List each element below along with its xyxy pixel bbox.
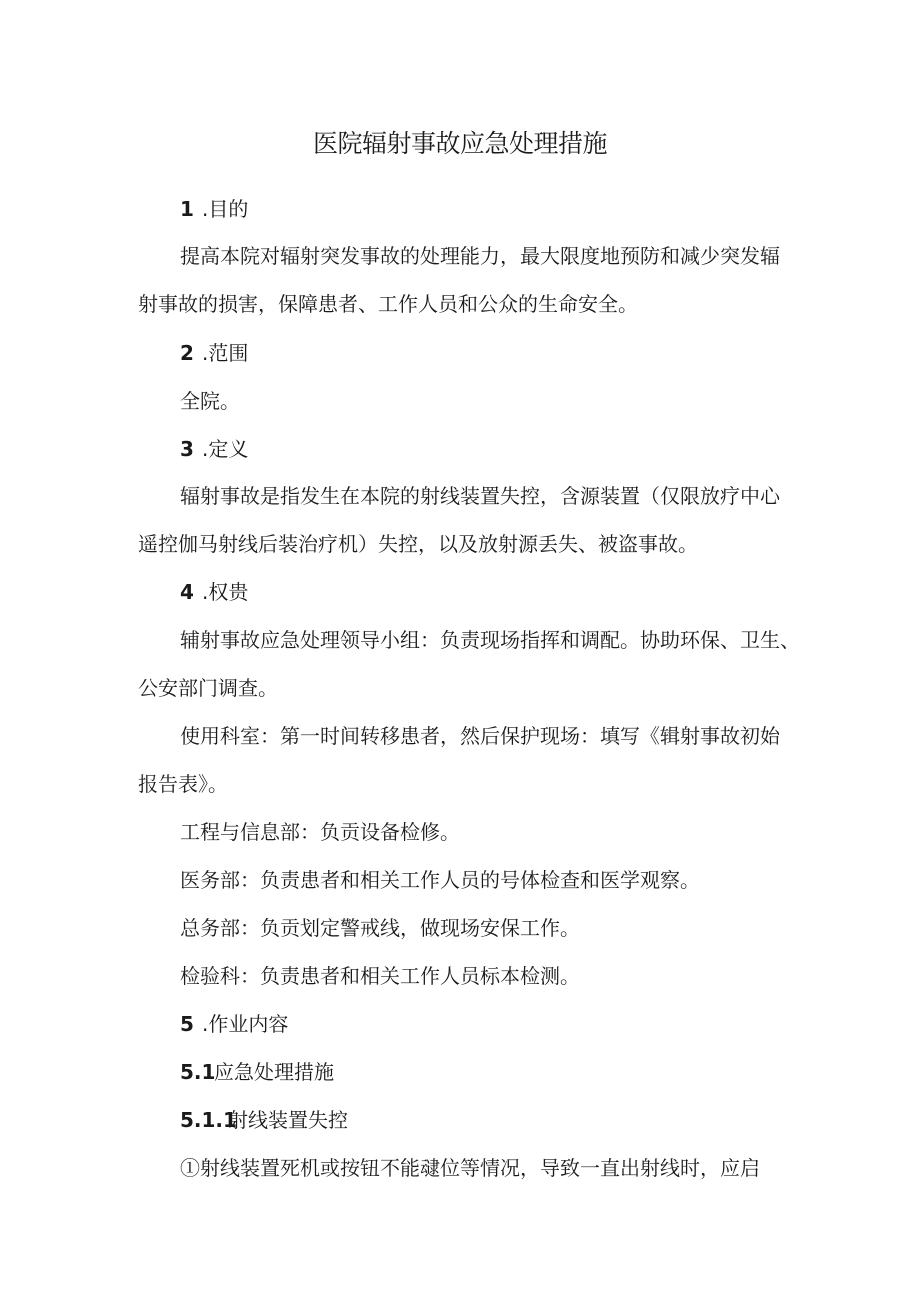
subsection-title: 应急处理措施 <box>214 1060 334 1084</box>
subsection-heading-5-1 <box>180 1057 334 1087</box>
paragraph-line: 射事故的损害，保障患者、工作人员和公众的生命安全。 <box>138 292 638 316</box>
section-title: .权贵 <box>202 580 249 604</box>
paragraph-line: 提高本院对辐射突发事故的处理能力，最大限度地预防和减少突发辐 <box>180 244 780 268</box>
section-number: 2 <box>180 341 194 365</box>
section-heading-1 <box>180 194 248 224</box>
section-title: .范围 <box>202 341 249 365</box>
section-heading-5 <box>180 1009 288 1039</box>
paragraph-line: 使用科室：第一时间转移患者，然后保护现场：填写《辑射事故初始 <box>180 724 780 748</box>
section-heading-4 <box>180 577 248 607</box>
section-title: .目的 <box>202 197 249 221</box>
subsection-number: 5.1.1 <box>180 1108 237 1132</box>
paragraph-line: 总务部：负贡划定警戒线，做现场安保工作。 <box>180 916 580 940</box>
section-number: 4 <box>180 580 194 604</box>
section-number: 5 <box>180 1012 194 1036</box>
subsection-title: 射线装置失控 <box>228 1108 348 1132</box>
paragraph-line: 公安部门调查。 <box>138 676 278 700</box>
paragraph-line: 全院。 <box>180 389 240 413</box>
paragraph-line: 遥控伽马射线后装治疗机）失控，以及放射源丢失、被盗事故。 <box>138 532 698 556</box>
paragraph-line: ①射线装置死机或按钮不能叇位等情况，导致一直出射线时，应启 <box>180 1156 760 1180</box>
section-number: 3 <box>180 437 194 461</box>
section-heading-3 <box>180 434 248 464</box>
paragraph-line: 辅射事故应急处理领导小组：负责现场指挥和调配。协助环保、卫生、 <box>180 628 800 652</box>
paragraph-line: 报告表》。 <box>138 772 228 796</box>
paragraph-line: 检验科：负责患者和相关工作人员标本检测。 <box>180 964 580 988</box>
paragraph-line: 医务部：负责患者和相关工作人员的号体检查和医学观察。 <box>180 868 700 892</box>
paragraph-line: 工程与信息部：负贡设备检修。 <box>180 820 460 844</box>
document-title: 医院辐射事故应急处理措施 <box>312 129 607 158</box>
section-heading-2 <box>180 338 248 368</box>
section-number: 1 <box>180 197 194 221</box>
section-title: .作业内容 <box>202 1012 289 1036</box>
subsection-number: 5.1 <box>180 1060 216 1084</box>
subsection-heading-5-1-1 <box>180 1105 348 1135</box>
paragraph-line: 辐射事故是指发生在本院的射线装置失控，含源装置（仅限放疗中心 <box>180 484 780 508</box>
section-title: .定义 <box>202 437 249 461</box>
